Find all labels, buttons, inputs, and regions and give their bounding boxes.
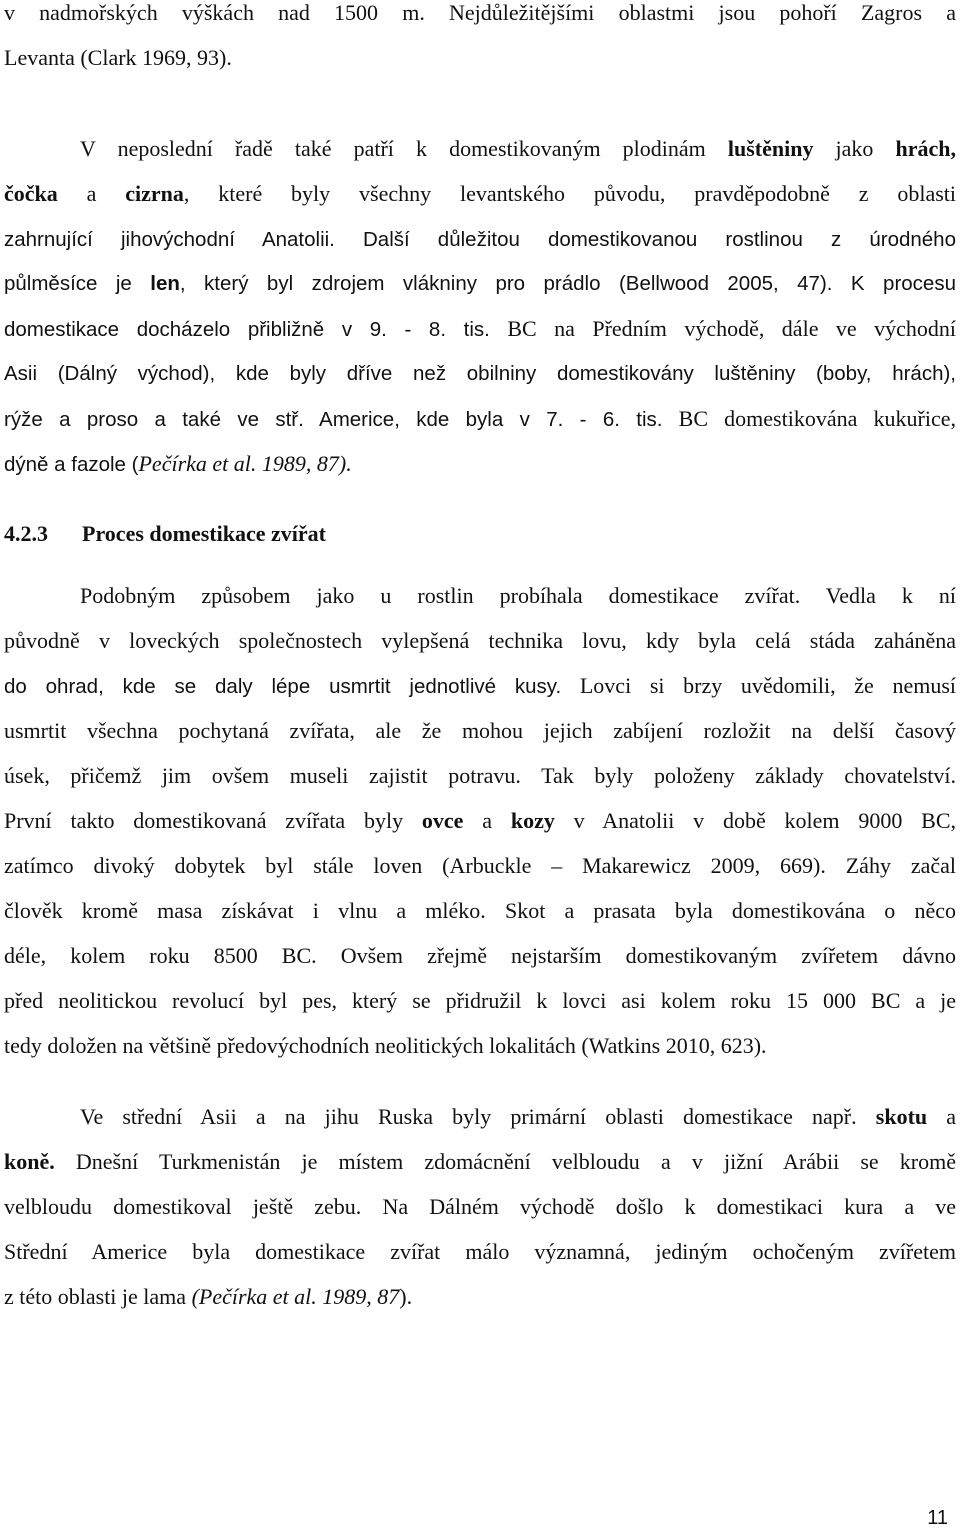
para4-line1 bbox=[80, 1104, 956, 1130]
para3-line10: před neolitickou revolucí byl pes, který se přidružil k lovci asi kolem roku 15 000 BC a je bbox=[4, 988, 956, 1013]
bold-term: koně. bbox=[4, 1149, 55, 1174]
para2-line1 bbox=[80, 136, 956, 162]
para3-line9: déle, kolem roku 8500 BC. Ovšem zřejmě nejstarším domestikovaným zvířetem dávno bbox=[4, 943, 956, 968]
section-heading bbox=[4, 521, 326, 547]
text: domestikace docházelo přibližně v 9. - 8. tis. bbox=[4, 318, 490, 341]
text: v Anatolii v době kolem 9000 BC, bbox=[554, 808, 957, 833]
text: Další důležitou domestikovanou rostlinou z úrodného bbox=[334, 228, 956, 251]
bold-term: cizrna bbox=[125, 181, 184, 206]
bold-term: kozy bbox=[510, 808, 555, 833]
section-title: Proces domestikace zvířat bbox=[82, 521, 326, 546]
text: , které byly všechny levantského původu, pravděpodobně z oblasti bbox=[183, 181, 956, 206]
para1-line2: Levanta (Clark 1969, 93). bbox=[4, 45, 232, 70]
text: K procesu bbox=[832, 272, 956, 295]
para3-line3 bbox=[4, 673, 956, 699]
citation: Pečírka et al. 1989, 87). bbox=[138, 451, 352, 476]
text: půlměsíce je bbox=[4, 272, 151, 295]
bold-term: hrách, bbox=[895, 136, 956, 161]
text: První takto domestikovaná zvířata byly bbox=[4, 808, 422, 833]
para3-line7: zatímco divoký dobytek byl stále loven (Arbuckle – Makarewicz 2009, 669). Záhy začal bbox=[4, 853, 956, 878]
text: z této oblasti je lama bbox=[4, 1284, 192, 1309]
text: jako bbox=[813, 136, 896, 161]
text: dýně a fazole ( bbox=[4, 453, 139, 476]
para3-line2: původně v loveckých společnostech vylepšená technika lovu, kdy byla celá stáda zaháněna bbox=[4, 628, 956, 653]
text: Ve střední Asii a na jihu Ruska byly primární oblasti domestikace např. bbox=[80, 1104, 876, 1129]
text: ). bbox=[399, 1284, 413, 1309]
text: a bbox=[57, 181, 126, 206]
para2-line6: Asii (Dálný východ), kde byly dříve než obilniny domestikovány luštěniny (boby, hrách), bbox=[4, 362, 956, 385]
para1-line1: v nadmořských výškách nad 1500 m. Nejdůležitějšími oblastmi jsou pohoří Zagros a bbox=[4, 0, 956, 25]
para3-line8: člověk kromě masa získávat i vlnu a mléko. Skot a prasata byla domestikována o něco bbox=[4, 898, 956, 923]
section-number: 4.2.3 bbox=[4, 521, 48, 546]
text: a bbox=[927, 1104, 957, 1129]
text: V neposlední řadě také patří k domestikovaným plodinám bbox=[80, 136, 728, 161]
para3-line5: úsek, přičemž jim ovšem museli zajistit potravu. Tak byly položeny základy chovatelství. bbox=[4, 763, 956, 788]
para3-line4: usmrtit všechna pochytaná zvířata, ale že mohou jejich zabíjení rozložit na delší časový bbox=[4, 718, 956, 743]
para4-line4: Střední Americe byla domestikace zvířat málo významná, jediným ochočeným zvířetem bbox=[4, 1239, 956, 1264]
para3-line1: Podobným způsobem jako u rostlin probíhala domestikace zvířat. Vedla k ní bbox=[80, 583, 956, 608]
para3-line11: tedy doložen na většině předovýchodních neolitických lokalitách (Watkins 2010, 623). bbox=[4, 1033, 767, 1058]
para2-line7 bbox=[4, 406, 956, 432]
para2-line3 bbox=[4, 226, 956, 252]
para2-line8 bbox=[4, 451, 956, 477]
page-number: 11 bbox=[927, 1507, 948, 1529]
text: do ohrad, kde se daly lépe usmrtit jednotlivé kusy. bbox=[4, 675, 562, 698]
text: BC na Předním východě, dále ve východní bbox=[489, 316, 956, 341]
text: a bbox=[463, 808, 511, 833]
para4-line5 bbox=[4, 1284, 956, 1310]
text: BC domestikována kukuřice, bbox=[662, 406, 956, 431]
bold-term: čočka bbox=[4, 181, 58, 206]
bold-term: len bbox=[150, 272, 180, 295]
para2-line4 bbox=[4, 271, 956, 297]
text: Lovci si brzy uvědomili, že nemusí bbox=[561, 673, 956, 698]
text: , který byl zdrojem vlákniny pro prádlo (Bellwood 2005, 47). bbox=[179, 272, 833, 295]
para2-line5 bbox=[4, 316, 956, 342]
bold-term: luštěniny bbox=[727, 136, 814, 161]
bold-term: ovce bbox=[421, 808, 464, 833]
text: Dnešní Turkmenistán je místem zdomácnění velbloudu a v jižní Arábii se kromě bbox=[54, 1149, 956, 1174]
text: zahrnující jihovýchodní Anatolii. bbox=[4, 228, 335, 251]
bold-term: skotu bbox=[875, 1104, 928, 1129]
para4-line3: velbloudu domestikoval ještě zebu. Na Dálném východě došlo k domestikaci kura a ve bbox=[4, 1194, 956, 1219]
para3-line6 bbox=[4, 808, 956, 834]
citation: (Pečírka et al. 1989, 87 bbox=[191, 1284, 400, 1309]
text: rýže a proso a také ve stř. Americe, kde byla v 7. - 6. tis. bbox=[4, 408, 663, 431]
para2-line2 bbox=[4, 181, 956, 207]
para4-line2 bbox=[4, 1149, 956, 1175]
